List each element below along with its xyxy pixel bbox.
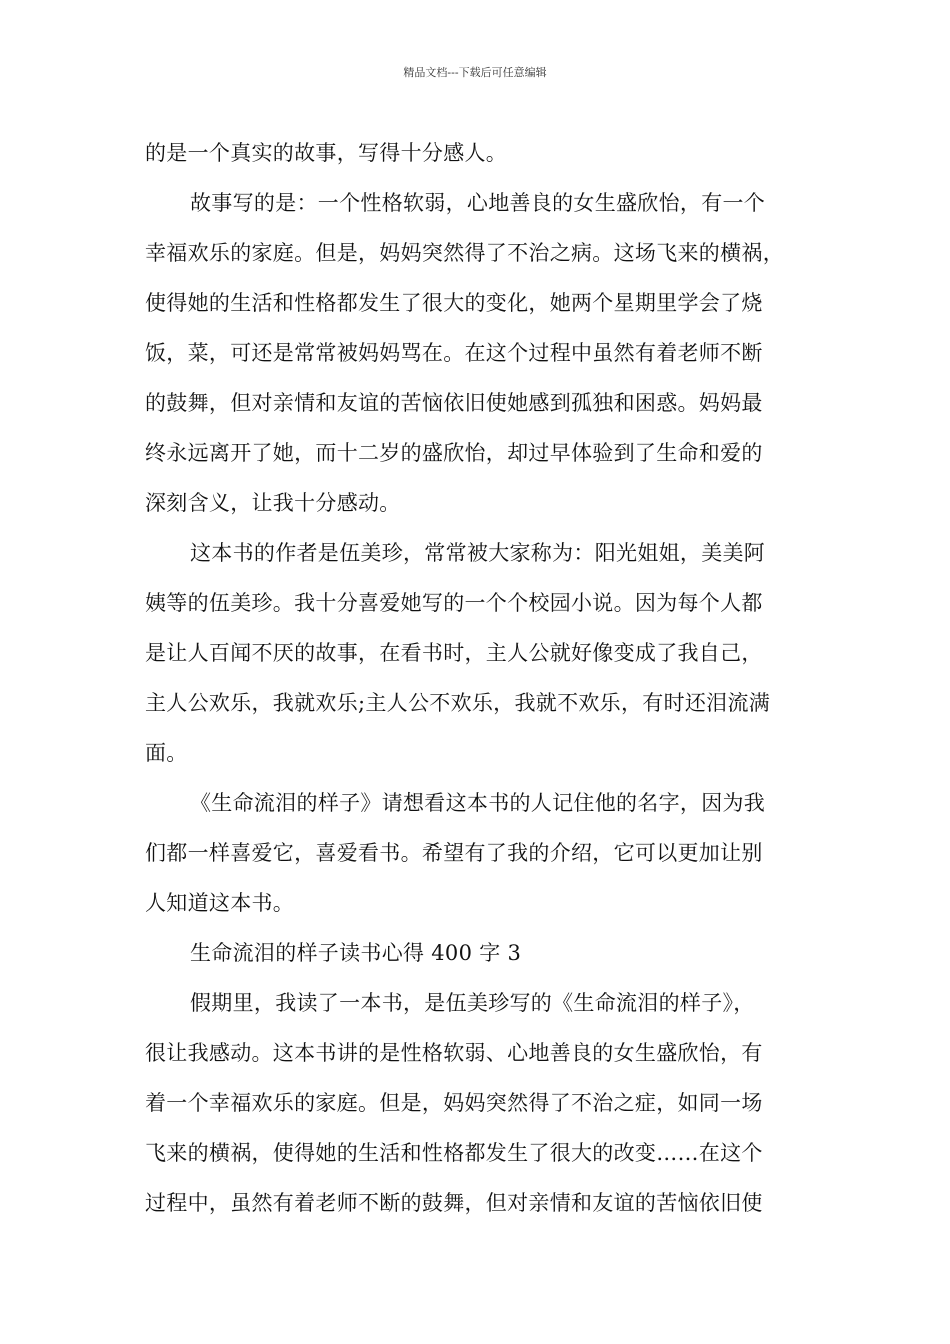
- text-line: 假期里，我读了一本书，是伍美珍写的《生命流泪的样子》，: [190, 991, 755, 1015]
- text-line: 面。: [145, 741, 188, 765]
- text-line: 主人公欢乐，我就欢乐;主人公不欢乐，我就不欢乐，有时还泪流满: [145, 691, 771, 715]
- text-line: 《生命流泪的样子》请想看这本书的人记住他的名字，因为我: [190, 791, 766, 815]
- text-line: 着一个幸福欢乐的家庭。但是，妈妈突然得了不治之症，如同一场: [145, 1091, 763, 1115]
- text-line: 人知道这本书。: [145, 891, 295, 915]
- text-line: 姨等的伍美珍。我十分喜爱她写的一个个校园小说。因为每个人都: [145, 591, 763, 615]
- text-line: 们都一样喜爱它，喜爱看书。希望有了我的介绍，它可以更加让别: [145, 841, 763, 865]
- text-line: 幸福欢乐的家庭。但是，妈妈突然得了不治之病。这场飞来的横祸，: [145, 241, 784, 265]
- text-line: 故事写的是：一个性格软弱，心地善良的女生盛欣怡，有一个: [190, 191, 766, 215]
- text-line: 是让人百闻不厌的故事，在看书时，主人公就好像变成了我自己，: [145, 641, 763, 665]
- text-line: 的鼓舞，但对亲情和友谊的苦恼依旧使她感到孤独和困惑。妈妈最: [145, 391, 763, 415]
- text-line: 深刻含义，让我十分感动。: [145, 491, 401, 515]
- page-header: 精品文档---下载后可任意编辑: [403, 66, 547, 79]
- text-line: 终永远离开了她，而十二岁的盛欣怡，却过早体验到了生命和爱的: [145, 441, 763, 465]
- text-line: 很让我感动。这本书讲的是性格软弱、心地善良的女生盛欣怡，有: [145, 1041, 763, 1065]
- document-body: [145, 128, 810, 1228]
- text-line: 的是一个真实的故事，写得十分感人。: [145, 141, 508, 165]
- text-line: 使得她的生活和性格都发生了很大的变化，她两个星期里学会了烧: [145, 291, 763, 315]
- section-heading: 生命流泪的样子读书心得 400 字 3: [190, 941, 522, 965]
- text-line: 飞来的横祸，使得她的生活和性格都发生了很大的改变……在这个: [145, 1141, 763, 1165]
- text-line: 过程中，虽然有着老师不断的鼓舞，但对亲情和友谊的苦恼依旧使: [145, 1191, 763, 1215]
- text-line: 饭，菜，可还是常常被妈妈骂在。在这个过程中虽然有着老师不断: [145, 341, 763, 365]
- text-line: 这本书的作者是伍美珍，常常被大家称为：阳光姐姐，美美阿: [190, 541, 766, 565]
